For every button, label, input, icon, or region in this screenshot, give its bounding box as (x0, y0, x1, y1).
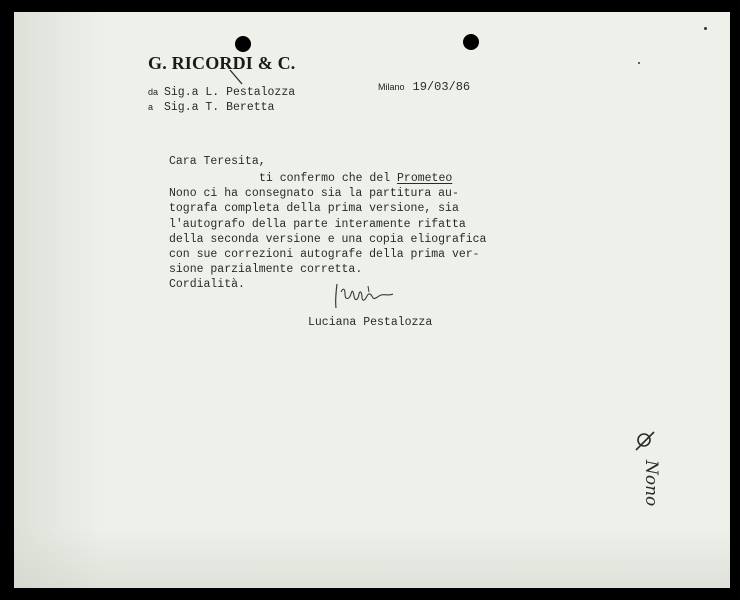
letter-page (14, 12, 730, 588)
ink-speck (704, 27, 707, 30)
body-line: sione parzialmente corretta. (169, 263, 363, 277)
annotation-text: Nono (641, 460, 661, 507)
recipient-label: a (148, 102, 154, 112)
body-line: tografa completa della prima versione, sia (169, 202, 459, 216)
salutation: Cara Teresita, (169, 155, 266, 168)
punch-hole-right (463, 34, 479, 50)
closing: Cordialità. (169, 278, 245, 291)
body-line: con sue correzioni autografe della prima ver- (169, 247, 480, 261)
letter-body (169, 171, 486, 277)
work-title: Prometeo (397, 172, 453, 185)
body-line: l'autografo della parte interamente rifatta (169, 217, 466, 231)
sender-name: Sig.a L. Pestalozza (164, 86, 296, 99)
punch-hole-left (235, 36, 251, 52)
paper-shadow-bottom (14, 528, 730, 588)
recipient-line (148, 97, 274, 115)
handwritten-annotation (630, 430, 678, 518)
place-label: Milano (378, 82, 405, 92)
signer-name: Luciana Pestalozza (308, 316, 433, 329)
body-line (169, 171, 486, 186)
handwritten-signature (331, 278, 401, 310)
recipient-name: Sig.a T. Beretta (164, 101, 275, 114)
body-line: Nono ci ha consegnato sia la partitura au- (169, 187, 459, 201)
body-text: ti confermo che del (259, 172, 398, 185)
body-line: della seconda versione e una copia eliografica (169, 232, 487, 246)
company-letterhead: G. RICORDI & C. (148, 53, 296, 73)
date-line (378, 77, 470, 95)
ink-speck (638, 62, 640, 64)
sender-label: da (148, 87, 159, 97)
paper-shadow-left (14, 12, 104, 588)
letter-date: 19/03/86 (412, 80, 471, 94)
